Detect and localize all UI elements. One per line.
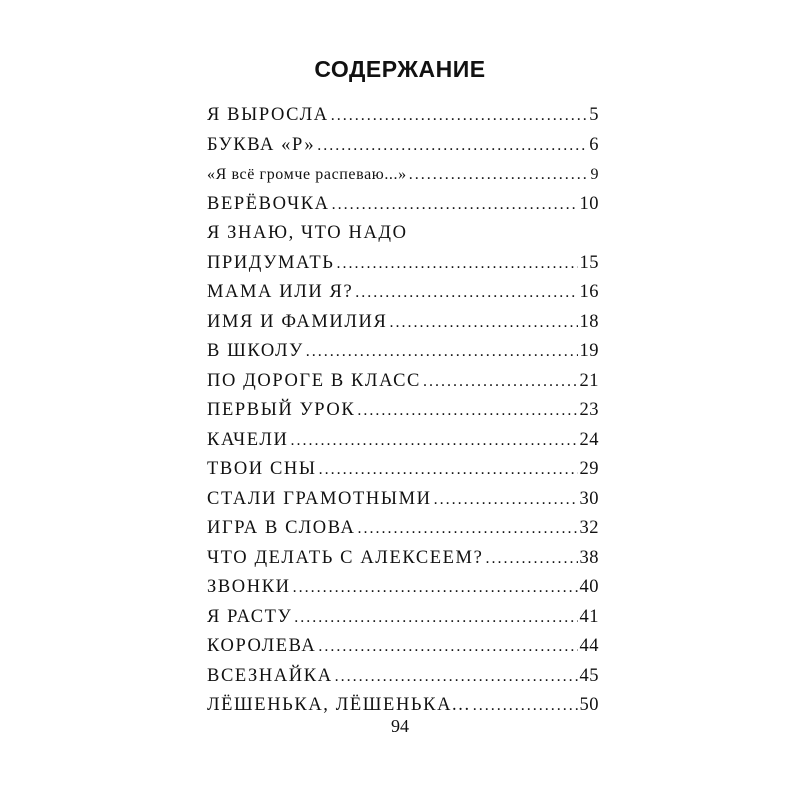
toc-entry[interactable]	[207, 367, 599, 397]
toc-leader-dots	[293, 573, 578, 603]
toc-leader-dots	[290, 426, 577, 456]
toc-entry-label: Я РАСТУ	[207, 606, 293, 627]
toc-leader-dots	[357, 396, 577, 426]
toc-entry-label: СТАЛИ ГРАМОТНЫМИ	[207, 488, 432, 509]
toc-entry-page: 29	[579, 459, 599, 479]
toc-entry-page: 50	[579, 695, 599, 715]
toc-entry-page: 10	[579, 193, 599, 214]
toc-entry-page: 18	[579, 311, 599, 332]
toc-leader-dots	[294, 603, 577, 633]
toc-entry-page: 24	[579, 429, 599, 450]
toc-entry-page: 21	[579, 370, 599, 391]
toc-leader-dots	[318, 632, 577, 662]
toc-entry-page: 32	[579, 518, 599, 538]
toc-entry-page: 30	[579, 488, 599, 509]
toc-entry-label: МАМА ИЛИ Я?	[207, 282, 354, 302]
toc-entry[interactable]	[207, 131, 599, 161]
toc-entry-page: 15	[579, 252, 599, 273]
toc-entry-first-line[interactable]	[207, 219, 599, 249]
toc-entry-page: 23	[579, 400, 599, 420]
toc-leader-dots	[317, 131, 587, 161]
toc-leader-dots	[319, 455, 578, 485]
toc-entry[interactable]	[207, 514, 599, 544]
toc-entry-label: ИГРА В СЛОВА	[207, 518, 356, 538]
toc-entry[interactable]	[207, 396, 599, 426]
toc-entry-page: 9	[590, 166, 599, 183]
toc-entry[interactable]	[207, 632, 599, 662]
toc-leader-dots	[306, 337, 578, 367]
toc-entry-label: Я ВЫРОСЛА	[207, 105, 329, 125]
toc-entry-label: ЗВОНКИ	[207, 577, 291, 597]
toc-leader-dots	[423, 367, 578, 397]
toc-leader-dots	[485, 544, 577, 574]
toc-leader-dots	[434, 485, 578, 515]
toc-entry-page: 41	[579, 606, 599, 627]
toc-entry-label: ВЕРЁВОЧКА	[207, 193, 330, 214]
toc-entry-label: В ШКОЛУ	[207, 341, 304, 361]
toc-entry-page: 19	[579, 341, 599, 361]
toc-leader-dots	[335, 662, 578, 692]
toc-entry[interactable]	[207, 426, 599, 456]
toc-entry-label: ТВОИ СНЫ	[207, 459, 317, 479]
toc-entry-label: ВСЕЗНАЙКА	[207, 665, 333, 686]
toc-entry[interactable]	[207, 662, 599, 692]
toc-entry-label: «Я всё громче распеваю...»	[207, 166, 407, 183]
page-title: СОДЕРЖАНИЕ	[314, 56, 486, 82]
toc-entry[interactable]	[207, 544, 599, 574]
toc-leader-dots	[331, 101, 588, 131]
toc-leader-dots	[409, 160, 589, 190]
toc-entry-label: ЛЁШЕНЬКА, ЛЁШЕНЬКА...	[207, 695, 471, 715]
toc-entry[interactable]	[207, 455, 599, 485]
toc-entry-label-line1: Я ЗНАЮ, ЧТО НАДО	[207, 223, 408, 243]
toc-leader-dots	[357, 514, 577, 544]
page-number: 94	[391, 716, 409, 736]
toc-entry[interactable]	[207, 249, 599, 279]
toc-entry-label: КОРОЛЕВА	[207, 636, 317, 656]
toc-entry-page: 45	[579, 665, 599, 686]
toc-entry-page: 6	[589, 134, 599, 155]
toc-entry-label: КАЧЕЛИ	[207, 429, 289, 450]
toc-entry-page: 40	[579, 577, 599, 597]
toc-entry[interactable]	[207, 190, 599, 220]
toc-entry-label: ПЕРВЫЙ УРОК	[207, 400, 356, 420]
toc-entry[interactable]	[207, 573, 599, 603]
toc-entry[interactable]	[207, 101, 599, 131]
toc-entry-label: ИМЯ И ФАМИЛИЯ	[207, 311, 388, 332]
toc-entry-label: БУКВА «Р»	[207, 134, 316, 155]
toc-entry-page: 38	[579, 547, 599, 568]
toc-leader-dots	[389, 308, 577, 338]
table-of-contents	[207, 101, 599, 721]
toc-entry[interactable]	[207, 603, 599, 633]
toc-entry-page: 16	[579, 282, 599, 302]
toc-entry-page: 5	[589, 105, 599, 125]
toc-leader-dots	[332, 190, 578, 220]
toc-leader-dots	[355, 278, 577, 308]
toc-entry[interactable]	[207, 160, 599, 190]
toc-entry-page: 44	[579, 636, 599, 656]
toc-entry[interactable]	[207, 485, 599, 515]
toc-entry[interactable]	[207, 278, 599, 308]
toc-leader-dots	[336, 249, 577, 279]
toc-entry[interactable]	[207, 337, 599, 367]
toc-entry[interactable]	[207, 308, 599, 338]
toc-entry-label: ПРИДУМАТЬ	[207, 252, 335, 273]
toc-entry-label: ЧТО ДЕЛАТЬ С АЛЕКСЕЕМ?	[207, 547, 484, 568]
toc-entry-label: ПО ДОРОГЕ В КЛАСС	[207, 370, 421, 391]
